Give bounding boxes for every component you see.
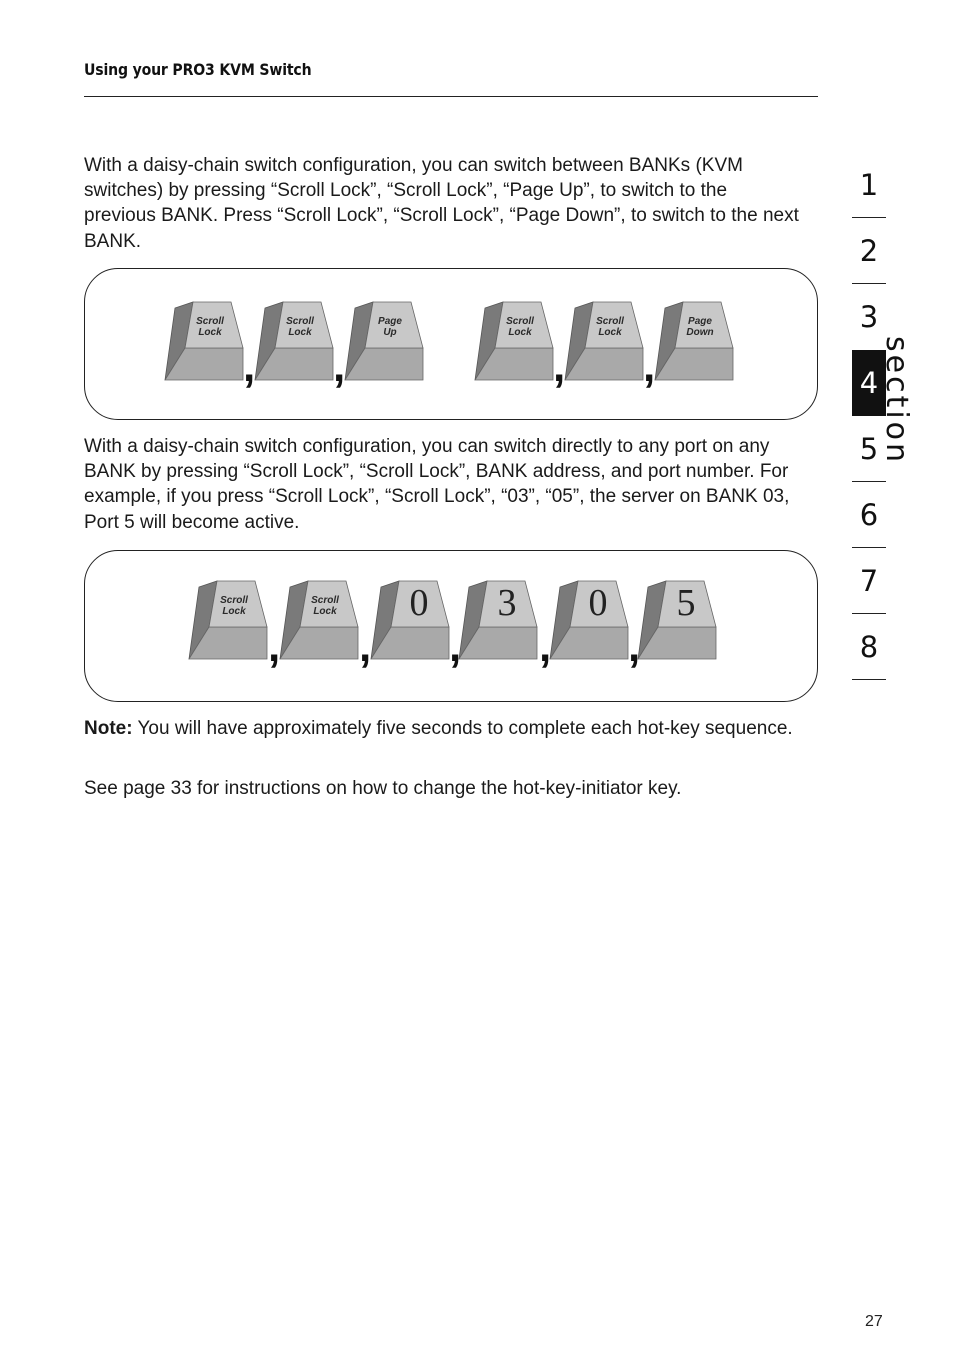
page-number: 27	[865, 1313, 883, 1330]
diagram1-key-1-line2: Lock	[288, 327, 312, 338]
diagram1-key-4	[565, 302, 643, 380]
hotkey-diagram-direct-port	[84, 550, 818, 702]
section-tab-5[interactable]: 5	[852, 416, 886, 482]
diagram2-separator-1: ,	[359, 622, 372, 671]
diagram2-separator-4: ,	[628, 622, 641, 671]
diagram1-key-3-line2: Lock	[508, 327, 532, 338]
diagram1-key-3-line1: Scroll	[506, 316, 534, 327]
diagram1-separator-2: ,	[553, 342, 566, 391]
diagram2-key-5-digit: 5	[676, 582, 696, 624]
diagram2-key-5	[638, 581, 716, 659]
diagram2-key-3	[459, 581, 537, 659]
diagram1-separator-0: ,	[243, 342, 256, 391]
diagram2-key-1	[280, 581, 358, 659]
diagram2-separator-0: ,	[268, 622, 281, 671]
section-label: section	[879, 336, 914, 466]
diagram1-key-1	[255, 302, 333, 380]
note-paragraph	[84, 716, 804, 741]
diagram2-separator-3: ,	[539, 622, 552, 671]
note-text: You will have approximately five seconds to complete each hot-key sequence.	[132, 718, 793, 739]
note-label: Note:	[84, 718, 133, 739]
diagram1-key-3	[475, 302, 553, 380]
diagram2-key-0-line2: Lock	[222, 606, 246, 617]
diagram2-key-4-digit: 0	[588, 582, 608, 624]
hotkey-diagram-bank-switch	[84, 268, 818, 420]
diagram1-key-4-line2: Lock	[598, 327, 622, 338]
diagram2-key-0	[189, 581, 267, 659]
hotkey-diagram-1-svg	[85, 269, 817, 419]
diagram1-separator-3: ,	[643, 342, 656, 391]
running-header: Using your PRO3 KVM Switch	[84, 60, 312, 79]
diagram2-key-1-line1: Scroll	[311, 595, 339, 606]
diagram2-key-0-line1: Scroll	[220, 595, 248, 606]
diagram1-key-2	[345, 302, 423, 380]
section-tab-3[interactable]: 3	[859, 299, 879, 334]
section-tab-8[interactable]: 8	[852, 614, 886, 680]
diagram2-key-1-line2: Lock	[313, 606, 337, 617]
diagram1-separator-1: ,	[333, 342, 346, 391]
diagram1-key-0-line1: Scroll	[196, 316, 224, 327]
diagram1-key-2-line1: Page	[378, 316, 402, 327]
diagram1-key-4-line1: Scroll	[596, 316, 624, 327]
section-tab-2[interactable]: 2	[852, 218, 886, 284]
paragraph-bank-switching: With a daisy-chain switch configuration, you can switch between BANKs (KVM switches) by pressing “Scroll Lock”, “Scroll Lock”, “Page Up”, to switch to the previous BANK. Press “Scroll Lock”, “Scroll Lock”, “Page Down”, to switch to the next BANK.	[84, 155, 799, 252]
hotkey-diagram-2-svg	[85, 551, 817, 701]
diagram1-key-0-line2: Lock	[198, 327, 222, 338]
diagram1-key-0	[165, 302, 243, 380]
diagram2-key-3-digit: 3	[497, 582, 517, 624]
diagram1-key-5-line1: Page	[688, 316, 712, 327]
diagram1-key-1-line1: Scroll	[286, 316, 314, 327]
header-rule	[84, 96, 818, 97]
section-tab-7[interactable]: 7	[852, 548, 886, 614]
diagram2-key-4	[550, 581, 628, 659]
diagram2-separator-2: ,	[449, 622, 462, 671]
diagram1-key-5	[655, 302, 733, 380]
paragraph-direct-port: With a daisy-chain switch configuration, you can switch directly to any port on any BANK by pressing “Scroll Lock”, “Scroll Lock”, BANK address, and port number. For example, if you press “Scroll Lock”, “Scroll Lock”, “03”, “05”, the server on BANK 03, Port 5 will become active.	[84, 436, 790, 533]
diagram2-key-2	[371, 581, 449, 659]
diagram1-key-5-line2: Down	[686, 327, 714, 338]
section-tab-1[interactable]: 1	[852, 152, 886, 218]
section-tab-4[interactable]: 4	[852, 350, 886, 416]
section-tab-6[interactable]: 6	[852, 482, 886, 548]
diagram1-key-2-line2: Up	[383, 327, 397, 338]
diagram2-key-2-digit: 0	[409, 582, 429, 624]
paragraph-see-page: See page 33 for instructions on how to change the hot-key-initiator key.	[84, 778, 682, 799]
